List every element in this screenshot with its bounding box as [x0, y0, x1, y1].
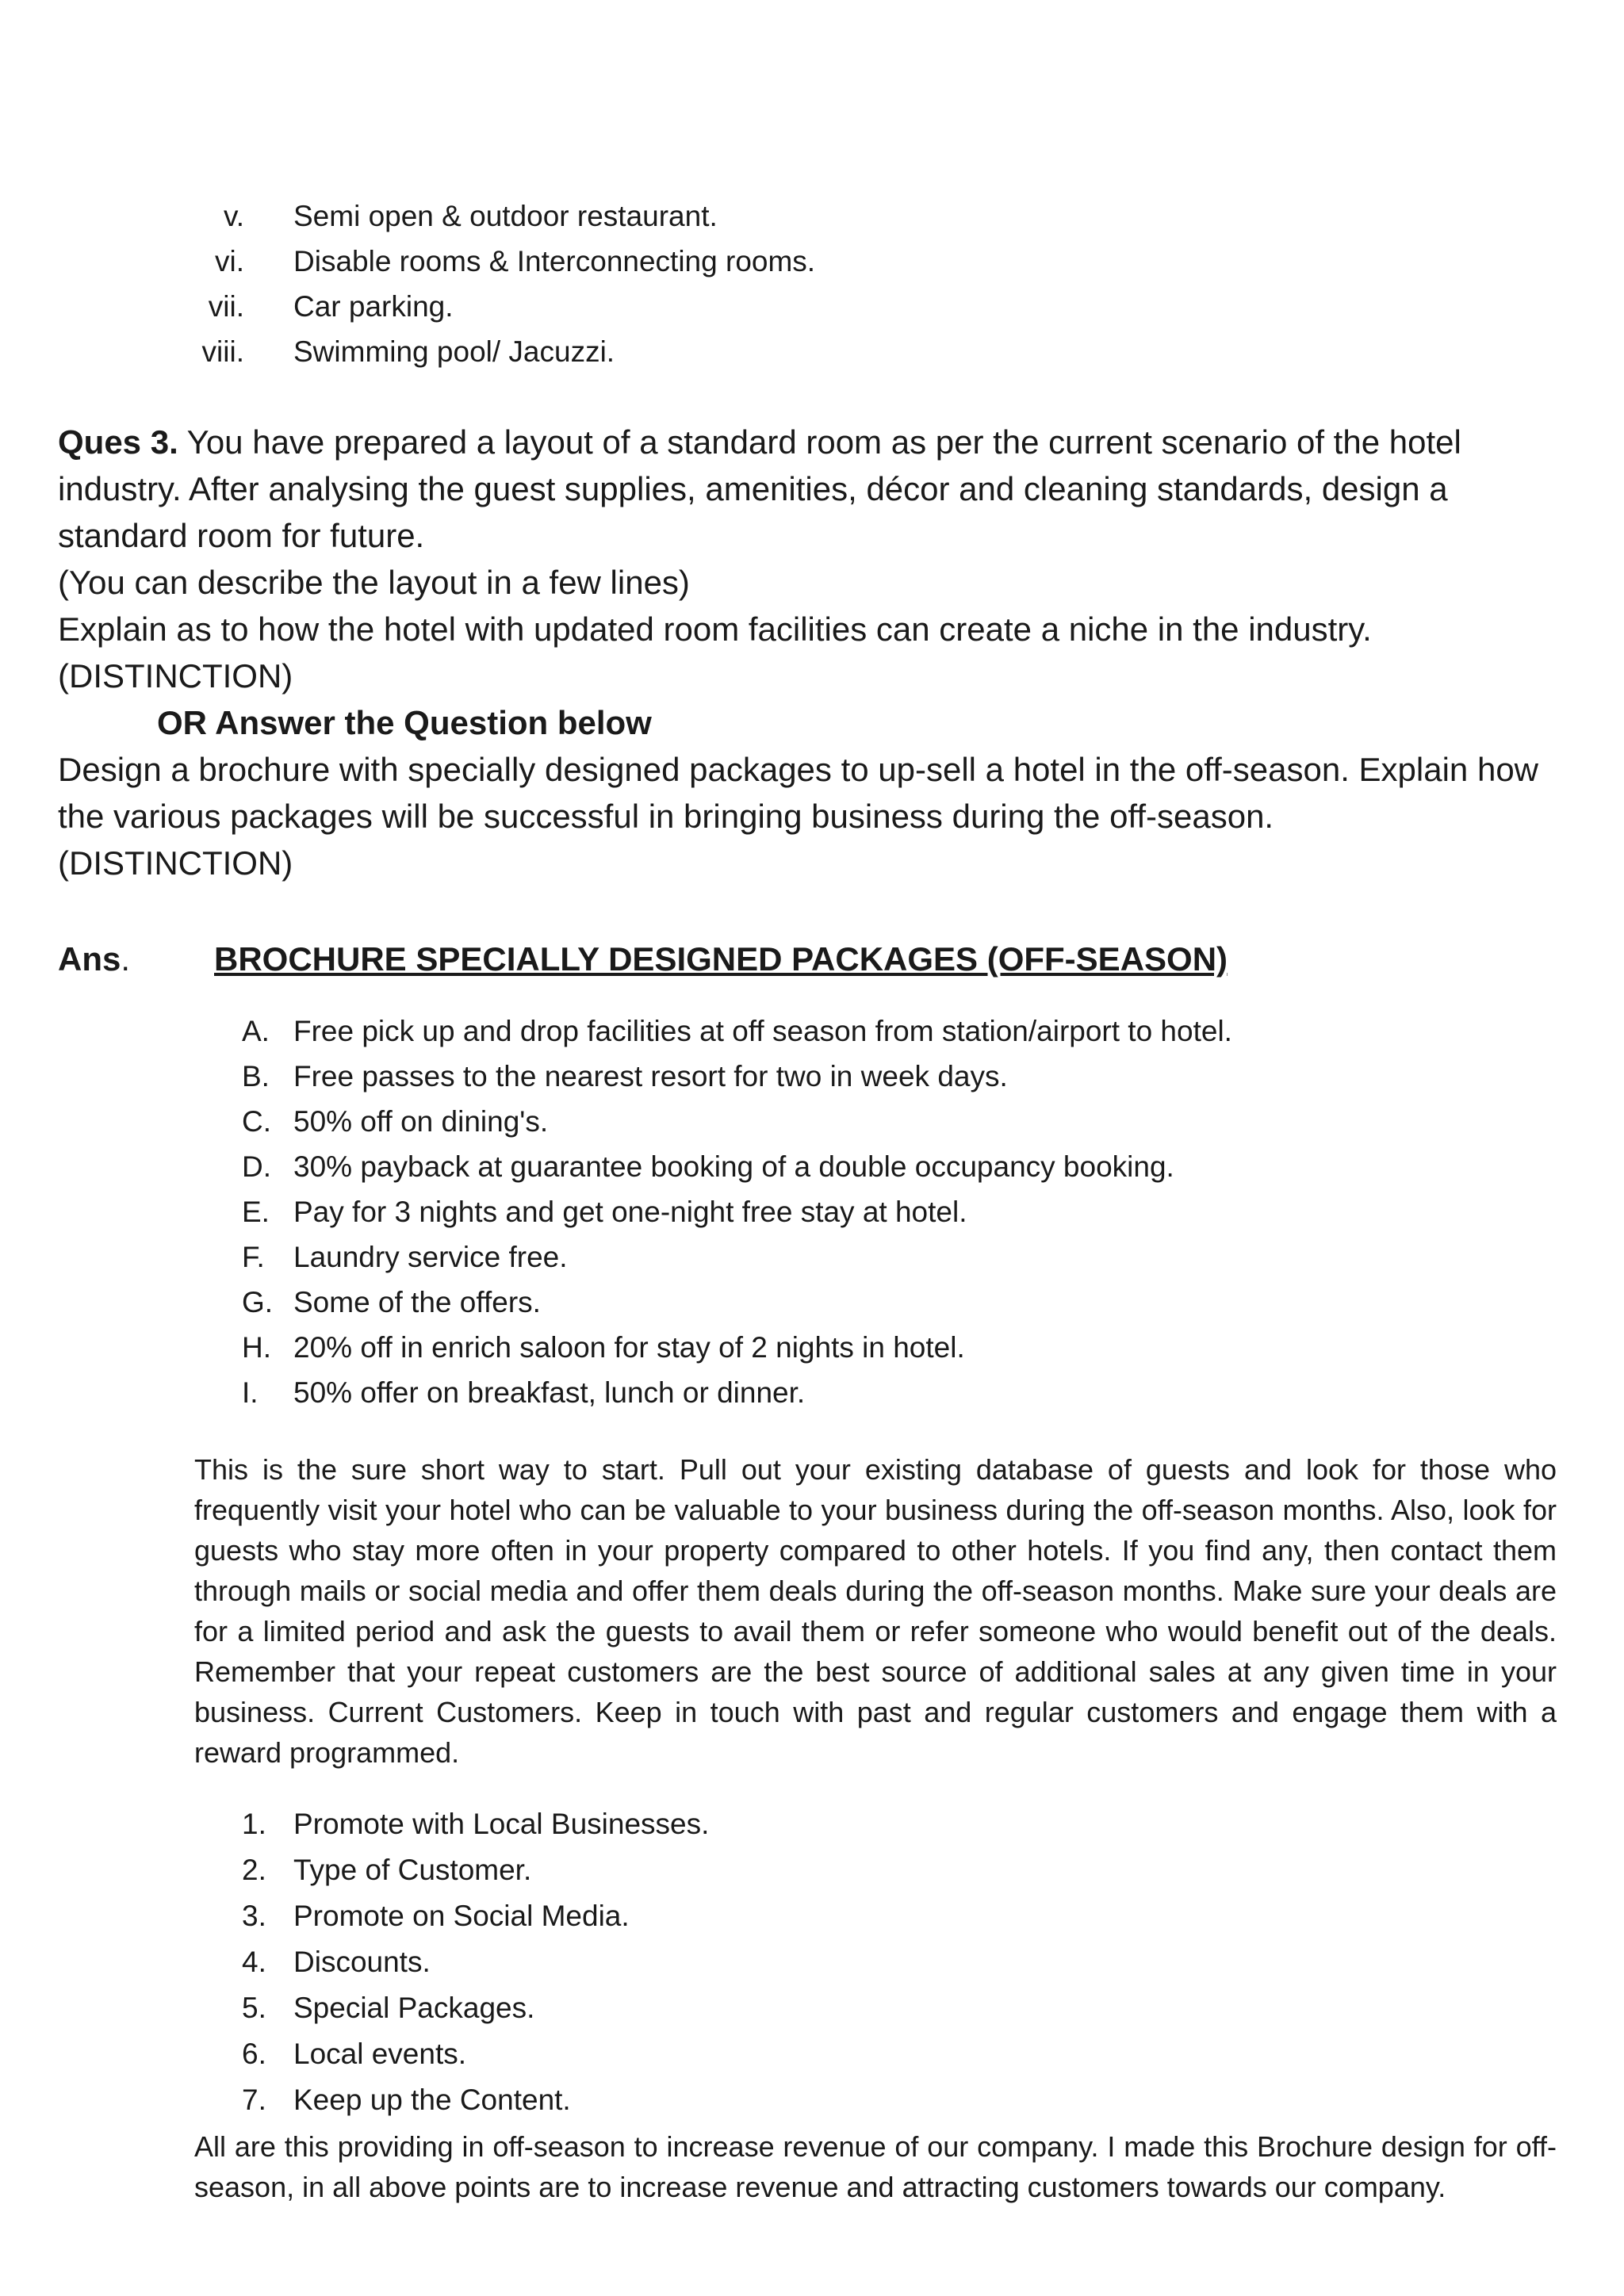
- list-item: [0, 1847, 1624, 1893]
- list-item-letter: I.: [242, 1376, 259, 1409]
- list-item-number: viii.: [201, 335, 244, 368]
- list-item-number: vii.: [208, 290, 244, 323]
- list-item-number: v.: [223, 200, 244, 232]
- list-item-letter: A.: [242, 1015, 270, 1047]
- question-block: [58, 419, 1565, 886]
- list-item: [0, 1939, 1624, 1985]
- list-item-number: 5.: [242, 1992, 266, 2024]
- list-item-text: Some of the offers.: [293, 1286, 541, 1318]
- list-item-letter: E.: [242, 1196, 270, 1228]
- roman-numeral-list: [0, 193, 1624, 374]
- distinction-label: (DISTINCTION): [58, 657, 293, 695]
- promotion-list: [0, 1801, 1624, 2123]
- list-item: [0, 1370, 1624, 1415]
- distinction-label: (DISTINCTION): [58, 844, 293, 882]
- list-item-number: 6.: [242, 2038, 266, 2070]
- list-item-text: Disable rooms & Interconnecting rooms.: [293, 245, 816, 277]
- question-explain: Explain as to how the hotel with updated room facilities can create a niche in the industry.: [58, 610, 1372, 648]
- body-paragraph: This is the sure short way to start. Pull out your existing database of guests and look for those who frequently visit your hotel who can be valuable to your business during the off-season months. Also, look for guests who stay more often in your property compared to other hotels. If you find any, then contact them through mails or social media and offer them deals during the off-season months. Make sure your deals are for a limited period and ask the guests to avail them or refer someone who would benefit out of the deals. Remember that your repeat customers are the best source of additional sales at any given time in your business. Current Customers. Keep in touch with past and regular customers and engage them with a reward programmed.: [194, 1453, 1557, 1769]
- question-text: You have prepared a layout of a standard room as per the current scenario of the hotel industry. After analysing the guest supplies, amenities, décor and cleaning standards, design a standard room for future.: [58, 423, 1461, 554]
- list-item: [0, 329, 1624, 374]
- list-item: [0, 1325, 1624, 1370]
- or-heading: OR Answer the Question below: [157, 704, 652, 741]
- question-label: Ques 3.: [58, 423, 178, 461]
- list-item-number: 7.: [242, 2084, 266, 2116]
- list-item: [0, 284, 1624, 329]
- list-item-text: Special Packages.: [293, 1992, 535, 2024]
- question-alternate: Design a brochure with specially designed packages to up-sell a hotel in the off-season. Explain how the various packages will be successful in bringing business during the off-season.: [58, 751, 1539, 835]
- list-item-text: Discounts.: [293, 1946, 431, 1978]
- list-item: [0, 239, 1624, 284]
- list-item: [0, 193, 1624, 239]
- list-item: [0, 2077, 1624, 2123]
- list-item-text: 30% payback at guarantee booking of a double occupancy booking.: [293, 1150, 1174, 1183]
- list-item: [0, 1801, 1624, 1847]
- list-item-number: 3.: [242, 1900, 266, 1932]
- list-item: [0, 1008, 1624, 1054]
- package-list: [0, 1008, 1624, 1415]
- question-note: (You can describe the layout in a few lines): [58, 564, 690, 601]
- list-item-text: 50% offer on breakfast, lunch or dinner.: [293, 1376, 806, 1409]
- list-item-text: 20% off in enrich saloon for stay of 2 nights in hotel.: [293, 1331, 965, 1364]
- answer-heading: BROCHURE SPECIALLY DESIGNED PACKAGES (OFF-SEASON): [214, 940, 1228, 978]
- list-item-number: vi.: [215, 245, 244, 277]
- list-item-letter: C.: [242, 1105, 271, 1138]
- list-item-text: Type of Customer.: [293, 1854, 532, 1886]
- list-item-letter: D.: [242, 1150, 271, 1183]
- closing-paragraph: All are this providing in off-season to increase revenue of our company. I made this Brochure design for off-season, in all above points are to increase revenue and attracting customers towards our company.: [194, 2130, 1557, 2203]
- list-item: [0, 1099, 1624, 1144]
- list-item-text: Free passes to the nearest resort for two in week days.: [293, 1060, 1008, 1093]
- list-item-text: Local events.: [293, 2038, 467, 2070]
- list-item: [0, 1189, 1624, 1234]
- list-item-text: Free pick up and drop facilities at off season from station/airport to hotel.: [293, 1015, 1232, 1047]
- list-item: [0, 1054, 1624, 1099]
- list-item-text: Promote with Local Businesses.: [293, 1808, 710, 1840]
- list-item: [0, 1893, 1624, 1939]
- list-item-number: 2.: [242, 1854, 266, 1886]
- list-item-number: 4.: [242, 1946, 266, 1978]
- list-item: [0, 1280, 1624, 1325]
- list-item-number: 1.: [242, 1808, 266, 1840]
- list-item-text: Car parking.: [293, 290, 454, 323]
- list-item-text: Keep up the Content.: [293, 2084, 571, 2116]
- list-item-text: Semi open & outdoor restaurant.: [293, 200, 718, 232]
- answer-label: Ans.: [58, 940, 131, 978]
- list-item-letter: B.: [242, 1060, 270, 1093]
- list-item-text: 50% off on dining's.: [293, 1105, 549, 1138]
- list-item-text: Promote on Social Media.: [293, 1900, 630, 1932]
- list-item: [0, 2031, 1624, 2077]
- list-item-letter: F.: [242, 1241, 265, 1273]
- list-item: [0, 1985, 1624, 2031]
- list-item-letter: G.: [242, 1286, 274, 1318]
- question-intro: [58, 419, 1565, 559]
- list-item-text: Laundry service free.: [293, 1241, 568, 1273]
- list-item-text: Pay for 3 nights and get one-night free stay at hotel.: [293, 1196, 967, 1228]
- list-item-letter: H.: [242, 1331, 271, 1364]
- list-item: [0, 1144, 1624, 1189]
- list-item-text: Swimming pool/ Jacuzzi.: [293, 335, 615, 368]
- list-item: [0, 1234, 1624, 1280]
